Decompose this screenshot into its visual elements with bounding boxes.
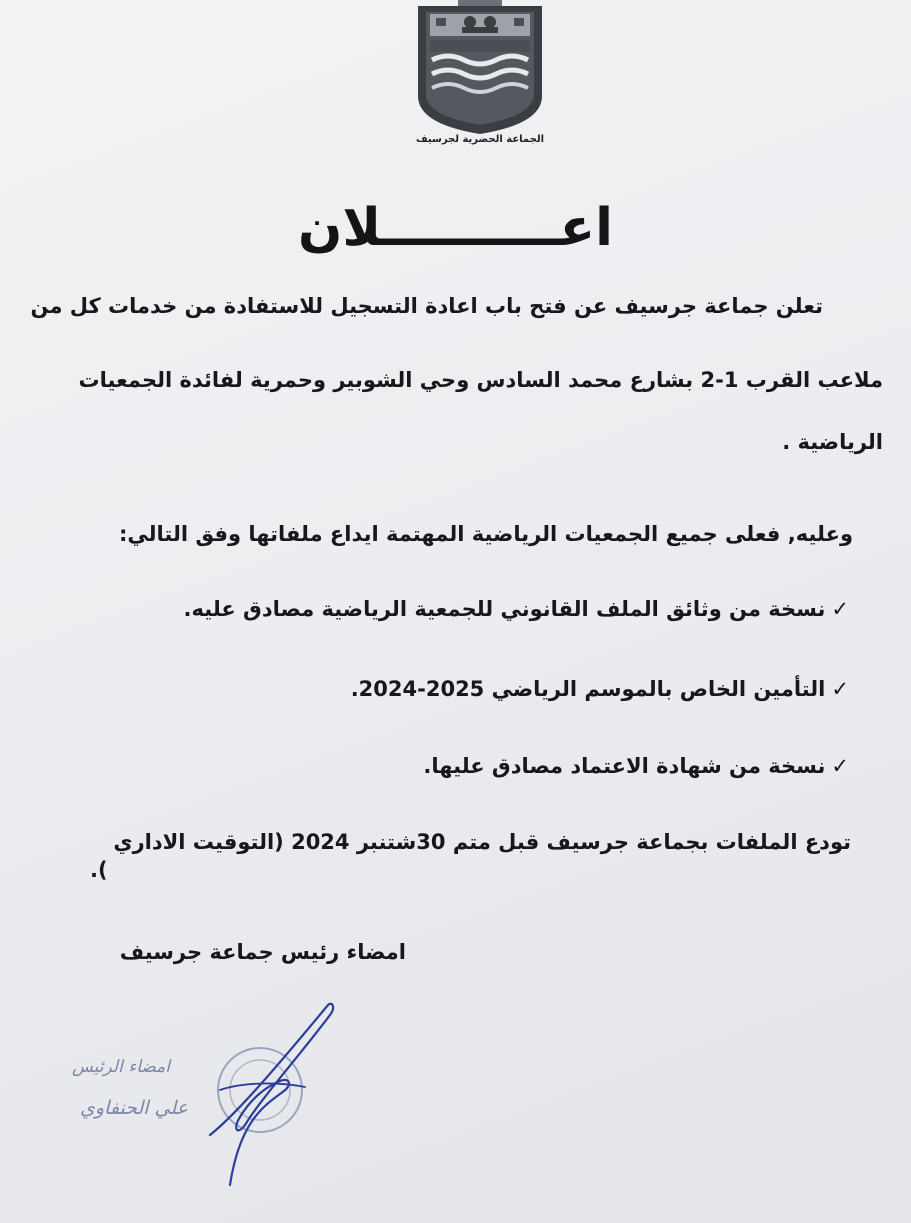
handwritten-title: امضاء الرئيس xyxy=(72,1057,170,1077)
signature-block xyxy=(60,995,370,1195)
requirement-text: نسخة من شهادة الاعتماد مصادق عليها. xyxy=(423,754,826,778)
requirement-text: نسخة من وثائق الملف القانوني للجمعية الرياضية مصادق عليه. xyxy=(183,597,826,621)
intro-line-3: الرياضية . xyxy=(782,430,883,454)
deadline-line-1: تودع الملفات بجماعة جرسيف قبل متم 30شتنبر 2024 (التوقيت الاداري xyxy=(113,830,851,854)
official-stamp-and-signature xyxy=(60,995,370,1195)
requirement-item-1 xyxy=(184,597,849,621)
checkmark-icon: ✓ xyxy=(831,597,849,621)
checkmark-icon: ✓ xyxy=(831,677,849,701)
intro-line-2: ملاعب القرب 1-2 بشارع محمد السادس وحي الشوبير وحمرية لفائدة الجمعيات xyxy=(78,368,883,392)
handwritten-name: علي الحنفاوي xyxy=(80,1097,189,1119)
requirement-text: التأمين الخاص بالموسم الرياضي 2025-2024. xyxy=(350,677,826,701)
deadline-line-2: ). xyxy=(90,858,108,882)
requirement-item-3 xyxy=(423,754,849,778)
checkmark-icon: ✓ xyxy=(831,754,849,778)
announcement-title: اعــــــــــلان xyxy=(298,198,613,258)
requirement-item-2 xyxy=(351,677,849,701)
municipal-crest-logo xyxy=(414,0,546,135)
signature-label: امضاء رئيس جماعة جرسيف xyxy=(119,940,406,964)
intro-line-1: تعلن جماعة جرسيف عن فتح باب اعادة التسجيل للاستفادة من خدمات كل من xyxy=(30,294,823,318)
requirements-intro: وعليه, فعلى جميع الجمعيات الرياضية المهتمة ايداع ملفاتها وفق التالي: xyxy=(118,522,853,546)
crest-caption: الجماعة الحضرية لجرسيف xyxy=(416,134,544,145)
